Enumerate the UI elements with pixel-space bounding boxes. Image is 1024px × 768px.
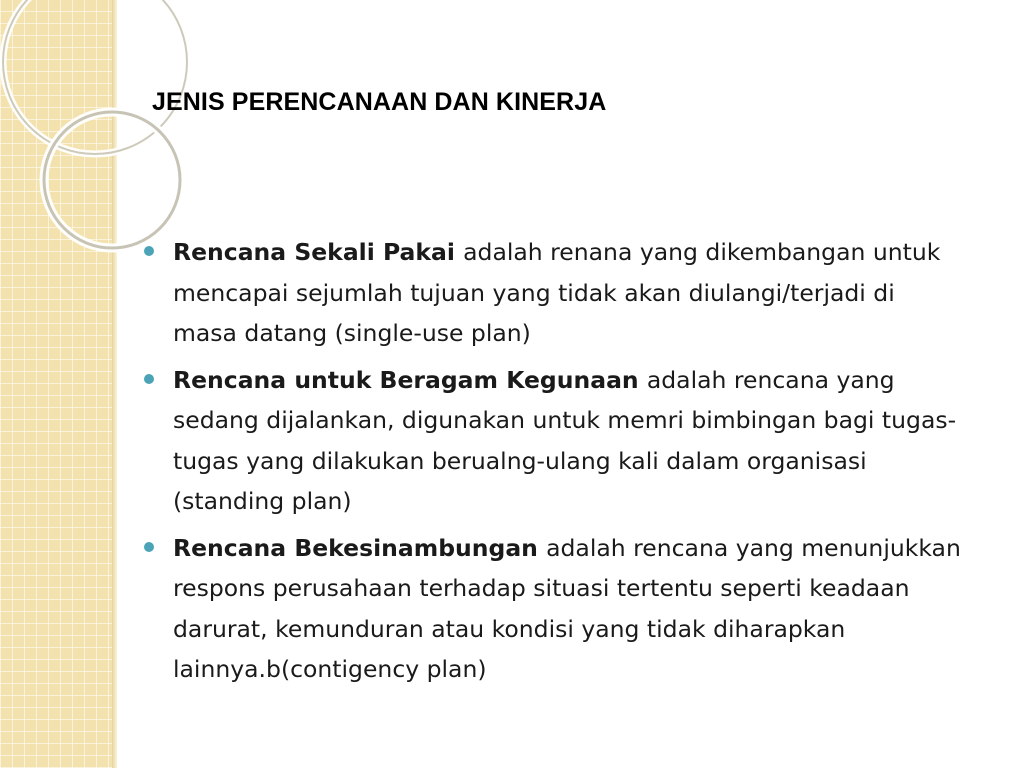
bullet-term: Rencana Sekali Pakai: [173, 238, 464, 266]
bullet-dot-icon: [144, 542, 154, 552]
bullet-term: Rencana untuk Beragam Kegunaan: [173, 365, 647, 394]
bullet-text: adalah renana yang dikembangan untuk mencapai sejumlah tujuan yang tidak akan diulangi/terjadi di masa datang (single-use plan): [173, 238, 941, 347]
bullet-text: adalah rencana yang sedang dijalankan, digunakan untuk memri bimbingan bagi tugas-tugas yang dilakukan berualng-ulang kali dalam organisasi (standing plan): [173, 365, 957, 515]
bullet-text: adalah rencana yang menunjukkan respons perusahaan terhadap situasi tertentu seperti keadaan darurat, kemunduran atau kondisi yang tidak diharapkan lainnya.b(contigency plan): [173, 533, 961, 683]
bullet-item-single-use-plan: [144, 232, 964, 354]
bullet-item-standing-plan: [144, 360, 964, 522]
bullet-list: [144, 232, 964, 696]
side-divider: [112, 0, 117, 768]
bullet-item-contingency-plan: [144, 528, 964, 690]
bullet-dot-icon: [144, 374, 154, 384]
slide-title: JENIS PERENCANAAN DAN KINERJA: [152, 88, 607, 116]
bullet-term: Rencana Bekesinambungan: [173, 533, 547, 562]
side-panel-pattern: [0, 0, 112, 768]
bullet-dot-icon: [144, 246, 154, 256]
